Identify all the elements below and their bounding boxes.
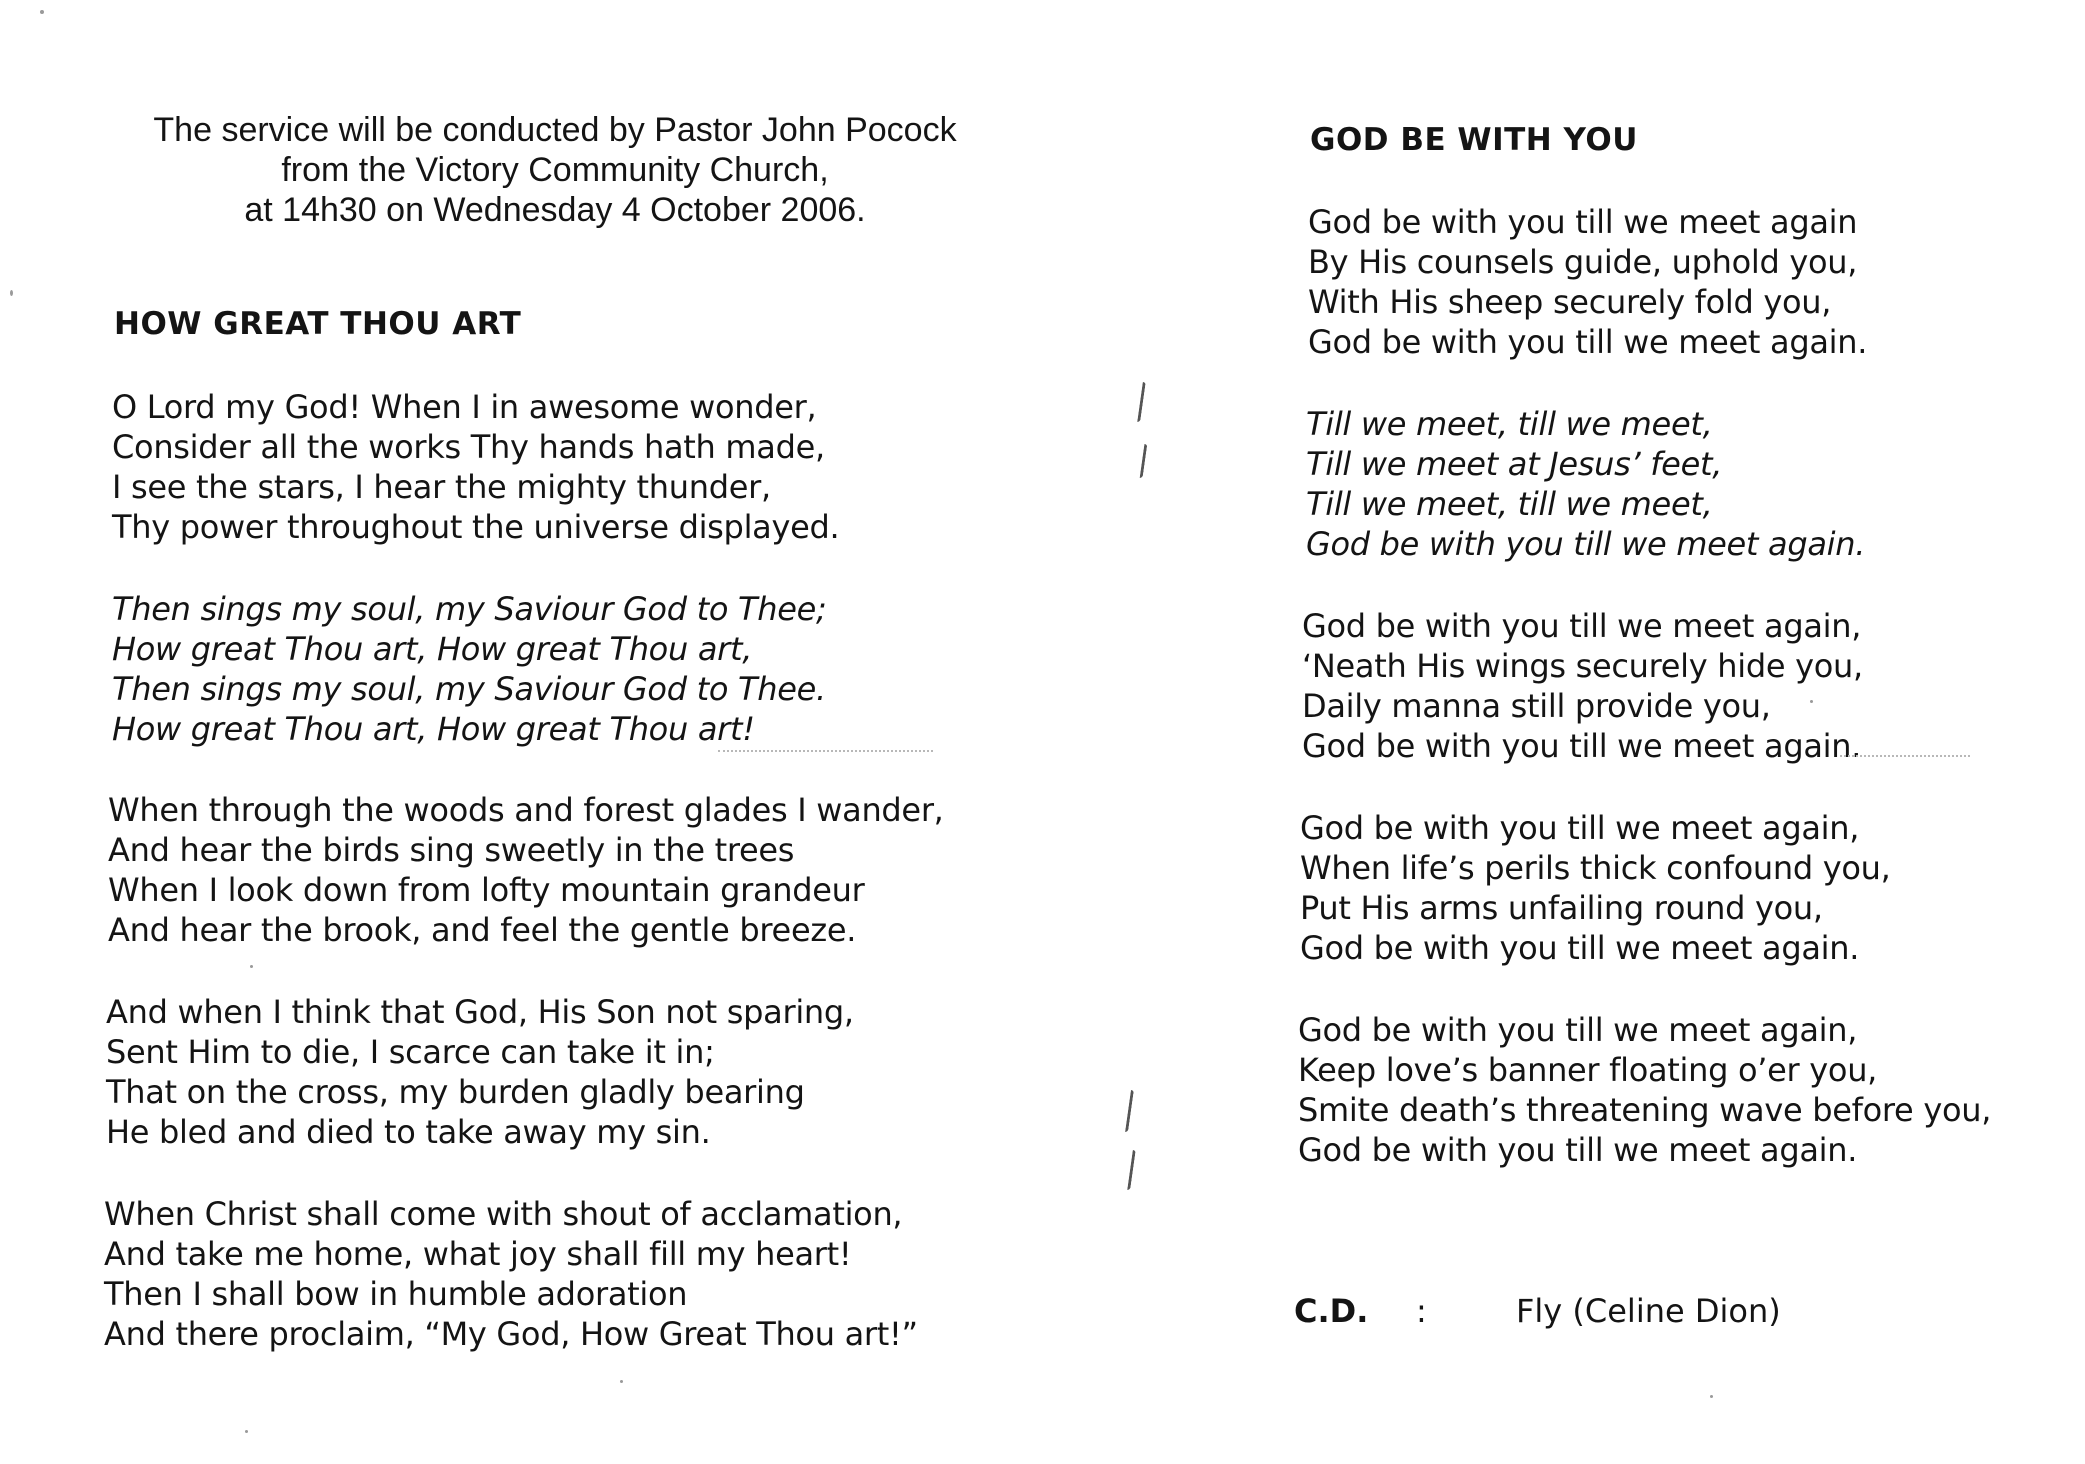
stanza-line: I see the stars, I hear the mighty thunder,	[112, 468, 771, 506]
stanza-line: Till we meet at Jesus’ feet,	[1306, 445, 1723, 483]
hymn-chorus	[112, 589, 826, 749]
hymn-stanza	[104, 1194, 918, 1354]
stanza-line: God be with you till we meet again	[1308, 203, 1858, 241]
stanza-line: When life’s perils thick confound you,	[1300, 849, 1891, 887]
stanza-line: Sent Him to die, I scarce can take it in;	[106, 1033, 715, 1071]
stanza-line: Then I shall bow in humble adoration	[104, 1275, 688, 1313]
stanza-line: Thy power throughout the universe displayed.	[112, 508, 840, 546]
stanza-line: Consider all the works Thy hands hath made,	[112, 428, 825, 466]
stanza-line: That on the cross, my burden gladly bearing	[106, 1073, 805, 1111]
stanza-line: God be with you till we meet again,	[1298, 1011, 1858, 1049]
stanza-line: Daily manna still provide you,	[1302, 687, 1771, 725]
cd-value: Fly (Celine Dion)	[1516, 1292, 1781, 1330]
stanza-line: How great Thou art, How great Thou art!	[112, 710, 755, 748]
stanza-line: God be with you till we meet again.	[1308, 323, 1868, 361]
hymn-title: GOD BE WITH YOU	[1310, 122, 1638, 158]
scan-speck	[10, 290, 13, 296]
stanza-line: God be with you till we meet again,	[1300, 809, 1860, 847]
stanza-line: ‘Neath His wings securely hide you,	[1302, 647, 1863, 685]
stanza-line: He bled and died to take away my sin.	[106, 1113, 711, 1151]
stanza-line: When I look down from lofty mountain grandeur	[108, 871, 865, 909]
hymn-stanza	[1298, 1010, 1991, 1170]
hymn-chorus	[1306, 404, 1865, 564]
stanza-line: And take me home, what joy shall fill my heart!	[104, 1235, 852, 1273]
hymn-stanza	[1300, 808, 1891, 968]
stanza-line: Then sings my soul, my Saviour God to Thee.	[112, 670, 826, 708]
scan-dots	[718, 750, 933, 754]
stanza-line: God be with you till we meet again.	[1298, 1131, 1858, 1169]
stanza-line: When through the woods and forest glades I wander,	[108, 791, 944, 829]
stanza-line: Till we meet, till we meet,	[1306, 405, 1713, 443]
hymn-stanza	[106, 992, 854, 1152]
stanza-line: God be with you till we meet again.	[1306, 525, 1866, 563]
scan-speck	[1710, 1395, 1713, 1398]
stanza-line: O Lord my God! When I in awesome wonder,	[112, 388, 817, 426]
staple-mark	[1134, 444, 1148, 478]
stanza-line: And there proclaim, “My God, How Great Thou art!”	[104, 1315, 918, 1353]
cd-colon: :	[1416, 1292, 1427, 1330]
stanza-line: How great Thou art, How great Thou art,	[112, 630, 753, 668]
staple-mark	[1131, 382, 1146, 422]
stanza-line: With His sheep securely fold you,	[1308, 283, 1832, 321]
hymn-stanza	[112, 387, 839, 547]
intro-line: from the Victory Community Church,	[281, 151, 829, 189]
stanza-line: By His counsels guide, uphold you,	[1308, 243, 1858, 281]
scan-speck	[620, 1380, 623, 1383]
stanza-line: And hear the brook, and feel the gentle breeze.	[108, 911, 857, 949]
stanza-line: Then sings my soul, my Saviour God to Thee;	[112, 590, 827, 628]
stanza-line: When Christ shall come with shout of acclamation,	[104, 1195, 903, 1233]
stanza-line: Smite death’s threatening wave before you,	[1298, 1091, 1992, 1129]
hymn-stanza	[108, 790, 944, 950]
scan-speck	[40, 10, 44, 14]
scan-speck	[1810, 700, 1813, 703]
stanza-line: God be with you till we meet again.	[1302, 727, 1862, 765]
stanza-line: And hear the birds sing sweetly in the trees	[108, 831, 795, 869]
stanza-line: Keep love’s banner floating o’er you,	[1298, 1051, 1878, 1089]
service-intro	[95, 110, 1015, 230]
staple-mark	[1121, 1150, 1136, 1190]
scan-dots	[1840, 755, 1970, 759]
hymn-stanza	[1302, 606, 1863, 766]
hymn-stanza	[1308, 202, 1867, 362]
scan-speck	[245, 1430, 248, 1433]
intro-line: The service will be conducted by Pastor John Pocock	[153, 111, 957, 149]
stanza-line: And when I think that God, His Son not sparing,	[106, 993, 854, 1031]
stanza-line: God be with you till we meet again.	[1300, 929, 1860, 967]
scan-speck	[250, 965, 253, 968]
hymn-title: HOW GREAT THOU ART	[114, 306, 522, 342]
stanza-line: God be with you till we meet again,	[1302, 607, 1862, 645]
stanza-line: Till we meet, till we meet,	[1306, 485, 1713, 523]
intro-line: at 14h30 on Wednesday 4 October 2006.	[244, 191, 866, 229]
stanza-line: Put His arms unfailing round you,	[1300, 889, 1823, 927]
cd-label: C.D.	[1294, 1292, 1369, 1330]
staple-mark	[1119, 1090, 1134, 1132]
